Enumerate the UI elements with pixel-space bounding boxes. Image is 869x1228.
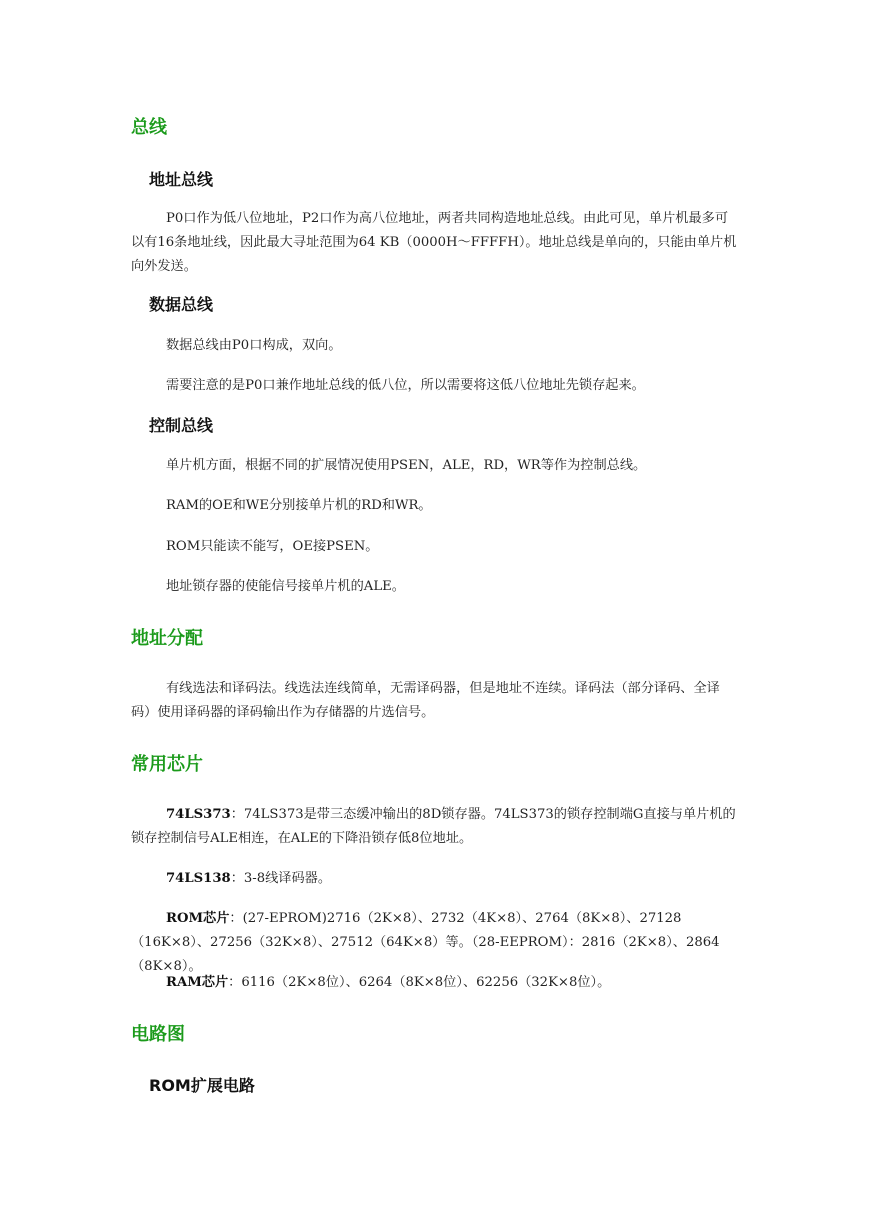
section-title-address-alloc: 地址分配	[131, 628, 203, 649]
chip-label-rom: ROM芯片	[166, 911, 230, 926]
paragraph-address-bus: P0口作为低八位地址，P2口作为高八位地址，两者共同构造地址总线。由此可见，单片机最多可以有16条地址线，因此最大寻址范围为64 KB（0000H～FFFFH）。地址总线是单向的，只能由单片机向外发送。	[131, 211, 737, 274]
chip-text-74ls373: ：74LS373是带三态缓冲输出的8D锁存器。74LS373的锁存控制端G直接与单片机的锁存控制信号ALE相连，在ALE的下降沿锁存低8位地址。	[131, 807, 736, 846]
paragraph-data-bus-2: 需要注意的是P0口兼作地址总线的低八位，所以需要将这低八位地址先锁存起来。	[166, 378, 645, 393]
paragraph-chip-74ls373	[131, 803, 737, 851]
paragraph-control-bus-3: ROM只能读不能写，OE接PSEN。	[166, 539, 379, 554]
chip-label-ram: RAM芯片	[166, 975, 229, 990]
paragraph-control-bus-4: 地址锁存器的使能信号接单片机的ALE。	[166, 579, 405, 594]
paragraph-control-bus-2: RAM的OE和WE分别接单片机的RD和WR。	[166, 498, 432, 513]
paragraph-control-bus-1: 单片机方面，根据不同的扩展情况使用PSEN，ALE，RD，WR等作为控制总线。	[166, 458, 647, 473]
subsection-title-control-bus: 控制总线	[149, 416, 214, 435]
subsection-title-data-bus: 数据总线	[149, 295, 214, 314]
chip-label-74ls373: 74LS373	[166, 807, 231, 822]
paragraph-rom-chips	[131, 907, 737, 979]
paragraph-ram-chips	[131, 971, 737, 995]
chip-text-ram: ：6116（2K×8位）、6264（8K×8位）、62256（32K×8位）。	[228, 975, 611, 990]
chip-text-rom: ：(27-EPROM)2716（2K×8）、2732（4K×8）、2764（8K×8）、27128（16K×8）、27256（32K×8）、27512（64K×8）等。（28-EEPROM）：2816（2K×8）、2864（8K×8）。	[131, 911, 720, 974]
paragraph-address-alloc: 有线选法和译码法。线选法连线简单，无需译码器，但是地址不连续。译码法（部分译码、全译码）使用译码器的译码输出作为存储器的片选信号。	[131, 681, 720, 720]
section-title-circuit: 电路图	[131, 1024, 185, 1045]
paragraph-chip-74ls138	[131, 867, 737, 891]
chip-label-74ls138: 74LS138	[166, 871, 231, 886]
section-title-bus: 总线	[131, 117, 167, 138]
section-title-common-chips: 常用芯片	[131, 754, 203, 775]
paragraph-data-bus-1: 数据总线由P0口构成，双向。	[166, 338, 342, 353]
chip-text-74ls138: ：3-8线译码器。	[230, 871, 332, 886]
subsection-title-address-bus: 地址总线	[149, 170, 214, 189]
subsection-title-rom-expansion: ROM扩展电路	[149, 1076, 255, 1095]
